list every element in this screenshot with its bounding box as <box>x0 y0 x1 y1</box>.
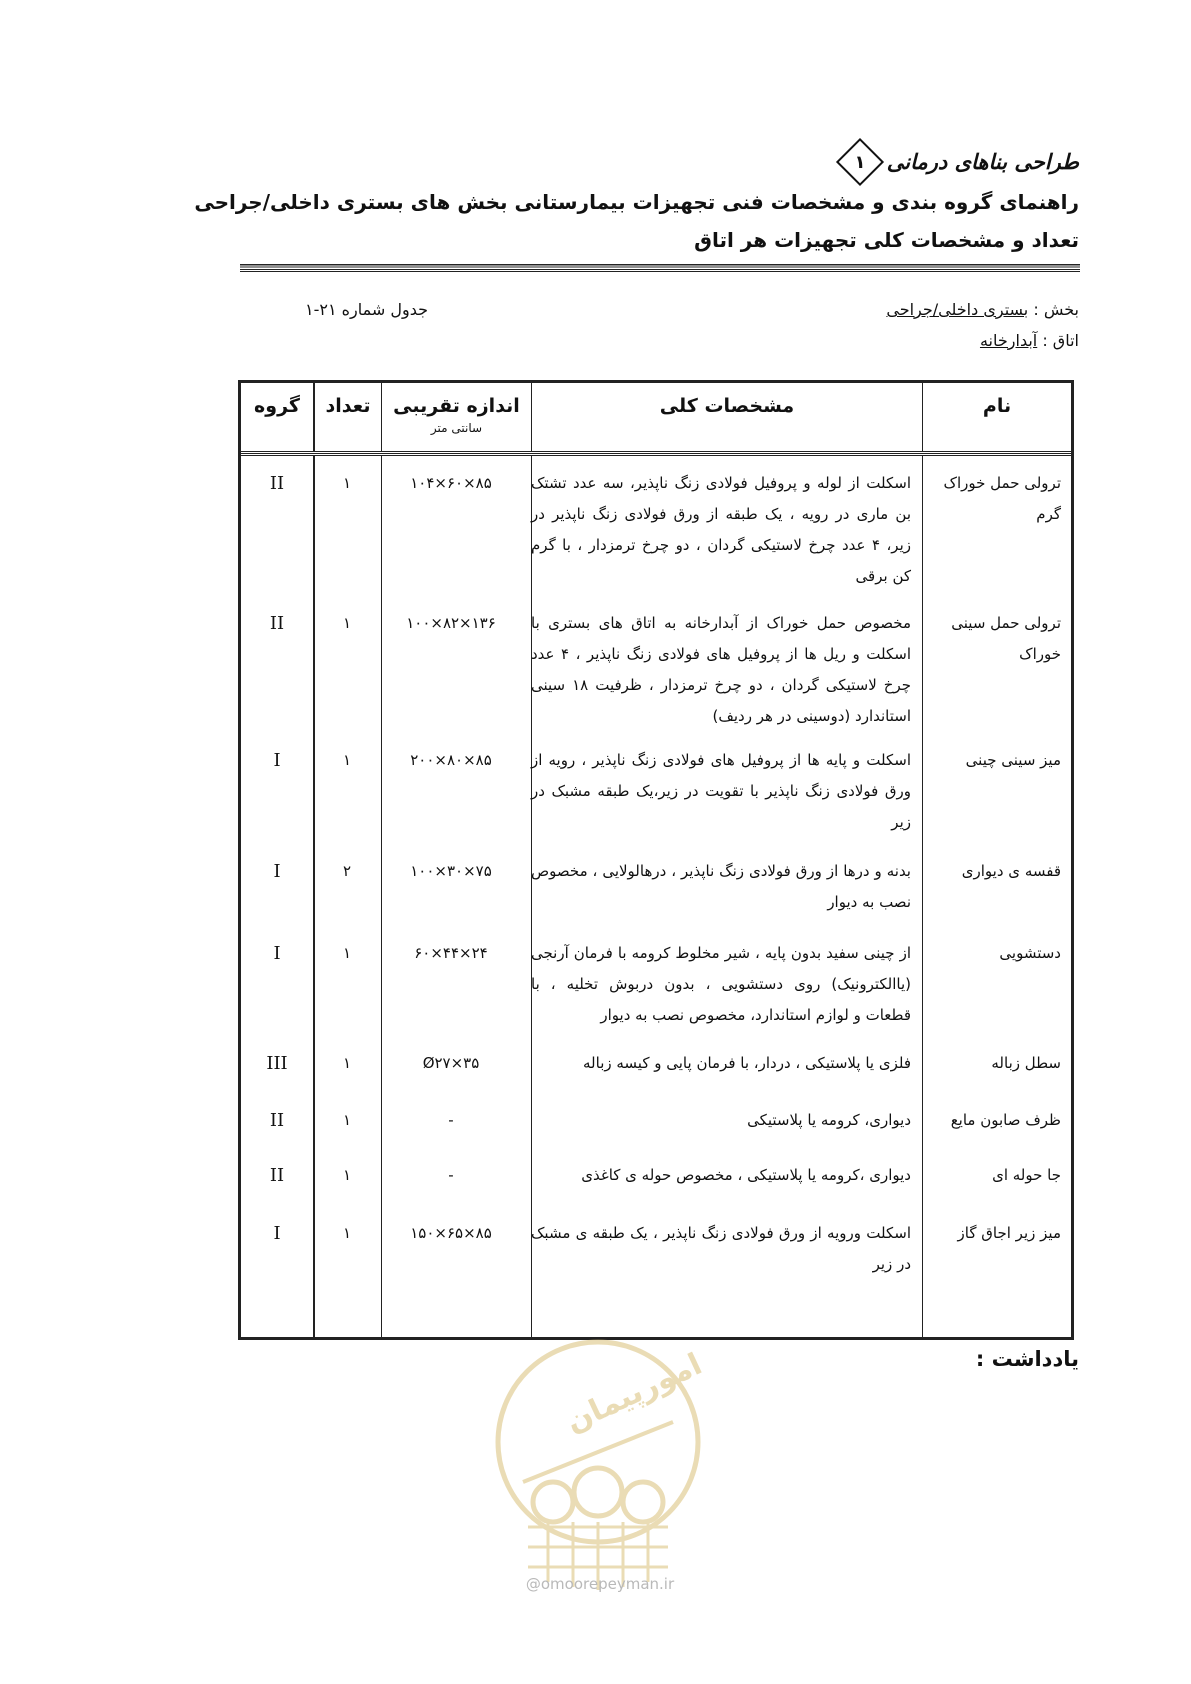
row-spec: اسکلت از لوله و پروفیل فولادی زنگ ناپذیر، سه عدد تشتک بن ماری در رویه ، یک طبقه از ورق فولادی زنگ ناپذیر در زیر، ۴ عدد چرخ لاستیکی گردان ، دو چرخ ترمزدار ، با گرم کن برقی <box>531 474 911 585</box>
row-count: ۱ <box>342 614 352 632</box>
row-count: ۲ <box>342 862 352 880</box>
row-name: میز زیر اجاق گاز <box>957 1224 1061 1242</box>
row-size: ۲۰۰×۸۰×۸۵ <box>410 751 492 769</box>
header-count: تعداد <box>325 395 371 417</box>
room-label: اتاق : <box>1042 331 1079 350</box>
section-line <box>886 300 1079 319</box>
row-name: دستشویی <box>999 944 1061 962</box>
document-subtitle: تعداد و مشخصات کلی تجهیزات هر اتاق <box>694 228 1079 252</box>
watermark-url: @omoorepeyman.ir <box>525 1575 675 1593</box>
row-size: ۶۰×۴۴×۲۴ <box>414 944 488 962</box>
row-size: - <box>448 1111 454 1129</box>
watermark-logo <box>488 1332 708 1592</box>
row-count: ۱ <box>342 944 352 962</box>
row-name: ترولی حمل سینی خوراک <box>951 614 1061 663</box>
notes-label: یادداشت : <box>975 1347 1079 1371</box>
row-count: ۱ <box>342 1054 352 1072</box>
row-group: II <box>269 1110 285 1131</box>
row-name: ظرف صابون مایع <box>950 1111 1061 1129</box>
row-name: ترولی حمل خوراک گرم <box>943 474 1061 523</box>
row-group: II <box>269 1165 285 1186</box>
equipment-table <box>238 380 1074 1340</box>
row-size: - <box>448 1166 454 1184</box>
row-spec: دیواری، کرومه یا پلاستیکی <box>747 1111 911 1129</box>
header-group: گروه <box>254 395 300 417</box>
series-number: ۱ <box>854 151 866 173</box>
document-title: راهنمای گروه بندی و مشخصات فنی تجهیزات بیمارستانی بخش های بستری داخلی/جراحی <box>194 190 1079 214</box>
header-size-unit: سانتی متر <box>430 421 483 435</box>
header-separator <box>241 451 1071 456</box>
row-group: I <box>273 1223 281 1244</box>
col-divider-name <box>922 383 923 1337</box>
row-count: ۱ <box>342 1166 352 1184</box>
row-name: میز سینی چینی <box>965 751 1061 769</box>
row-size: ۱۵۰×۶۵×۸۵ <box>410 1224 492 1242</box>
row-group: III <box>266 1053 288 1074</box>
row-spec: دیواری ،کرومه یا پلاستیکی ، مخصوص حوله ی کاغذی <box>581 1166 911 1184</box>
row-count: ۱ <box>342 751 352 769</box>
section-value: بستری داخلی/جراحی <box>886 300 1029 319</box>
row-group: I <box>273 750 281 771</box>
row-count: ۱ <box>342 1111 352 1129</box>
room-line <box>980 331 1079 350</box>
row-size: Ø۲۷×۳۵ <box>422 1054 480 1072</box>
table-reference: جدول شماره ۲۱-۱ <box>305 300 429 319</box>
series-title: طراحی بناهای درمانی <box>886 150 1079 174</box>
series-header <box>843 145 1079 179</box>
row-size: ۱۰۰×۳۰×۷۵ <box>410 862 492 880</box>
row-name: سطل زباله <box>991 1054 1061 1072</box>
row-group: II <box>269 613 285 634</box>
section-label: بخش : <box>1033 300 1079 319</box>
row-spec: مخصوص حمل خوراک از آبدارخانه به اتاق های بستری با اسکلت و ریل ها از پروفیل های فولادی زنگ ناپذیر ، ۴ عدد چرخ لاستیکی گردان ، دو چرخ ترمزدار ، ظرفیت ۱۸ سینی استاندارد (دوسینی در هر ردیف) <box>531 614 912 725</box>
row-spec: از چینی سفید بدون پایه ، شیر مخلوط کرومه با فرمان آرنجی (یاالکترونیک) روی دستشویی ، بدون دربوش تخلیه ، با قطعات و لوازم استاندارد، مخصوص نصب به دیوار <box>531 944 911 1024</box>
row-count: ۱ <box>342 474 352 492</box>
row-group: I <box>273 943 281 964</box>
row-spec: بدنه و درها از ورق فولادی زنگ ناپذیر ، درهالولایی ، مخصوص نصب به دیوار <box>531 862 911 911</box>
row-size: ۱۰۴×۶۰×۸۵ <box>410 474 492 492</box>
row-name: قفسه ی دیواری <box>961 862 1061 880</box>
watermark-logo-text: امورپیمان <box>560 1346 708 1440</box>
room-value: آبدارخانه <box>979 331 1038 350</box>
header-size: اندازه تقریبی سانتی متر <box>382 383 531 451</box>
row-spec: اسکلت ورویه از ورق فولادی زنگ ناپذیر ، یک طبقه ی مشبک در زیر <box>531 1224 911 1273</box>
series-number-badge <box>836 138 884 186</box>
row-group: II <box>269 473 285 494</box>
row-name: جا حوله ای <box>992 1166 1061 1184</box>
header-name: نام <box>982 395 1012 417</box>
header-rule <box>240 264 1080 272</box>
header-spec: مشخصات کلی <box>659 395 795 417</box>
row-count: ۱ <box>342 1224 352 1242</box>
row-spec: اسکلت و پایه ها از پروفیل های فولادی زنگ ناپذیر ، رویه از ورق فولادی زنگ ناپذیر با تقویت در زیر،یک طبقه مشبک در زیر <box>531 751 911 831</box>
row-group: I <box>273 861 281 882</box>
row-size: ۱۰۰×۸۲×۱۳۶ <box>406 614 496 632</box>
row-spec: فلزی یا پلاستیکی ، دردار، با فرمان پایی و کیسه زباله <box>583 1054 911 1072</box>
